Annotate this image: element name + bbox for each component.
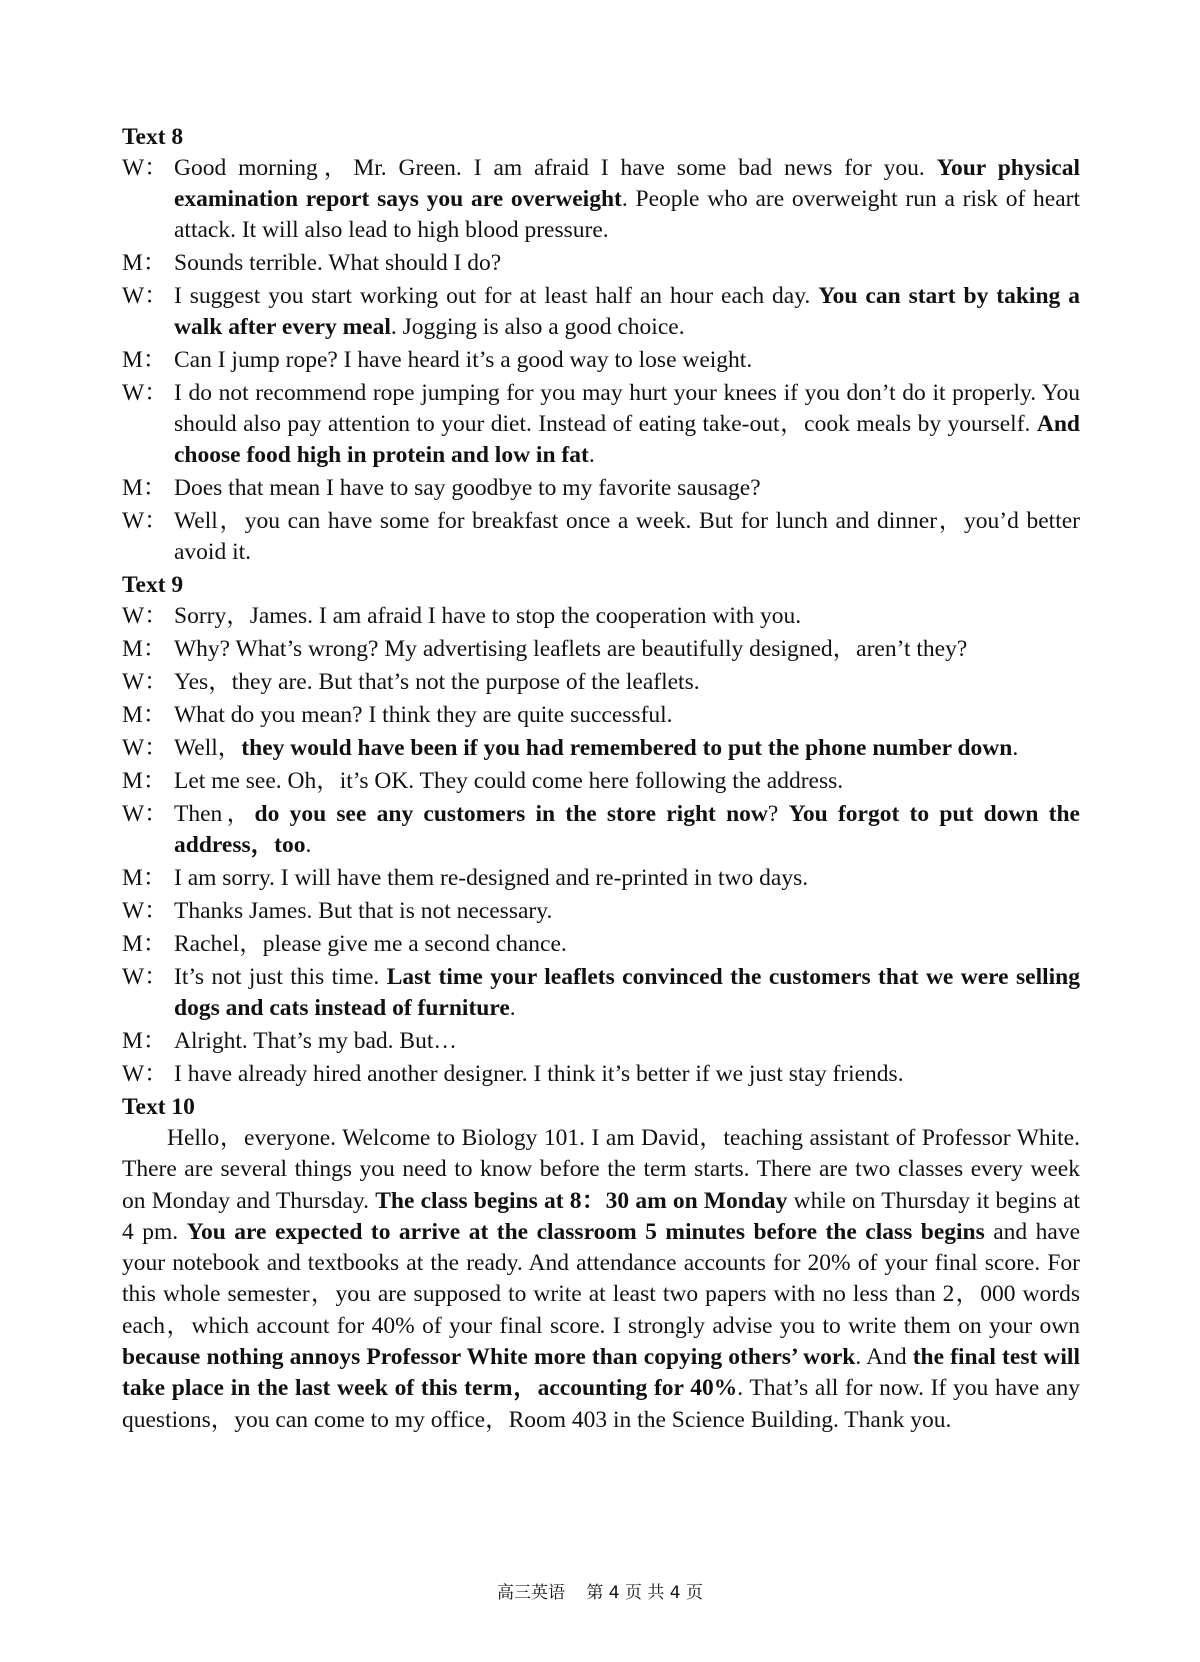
text-segment: I do not recommend rope jumping for you may hurt your knees if you don’t do it properly. You should also pay attention to your diet. Instead of eating take-out，cook meals by yourself.	[174, 380, 1080, 437]
bold-text-segment: the final test will take place in the last week of this term，accounting for 40%	[122, 1344, 1080, 1402]
dialogue-line	[122, 929, 1080, 960]
speaker-label: W：	[122, 380, 168, 406]
text-segment: . People who are overweight run a risk of heart attack. It will also lead to high blood pressure.	[174, 186, 1080, 243]
dialogue-line	[122, 1026, 1080, 1057]
text-segment: I am sorry. I will have them re-designed and re-printed in two days.	[174, 865, 809, 891]
speaker-label: M：	[122, 1028, 167, 1054]
bold-text-segment: they would have been if you had remembered to put the phone number down	[241, 735, 1013, 761]
dialogue-line	[122, 506, 1080, 568]
text9-section	[122, 570, 1080, 1090]
text8-heading: Text 8	[122, 124, 184, 150]
text-segment: Well，you can have some for breakfast once a week. But for lunch and dinner，you’d better avoid it.	[174, 508, 1080, 565]
text8-dialogue	[122, 153, 1080, 568]
text-segment: .	[588, 442, 595, 468]
footer-subject: 高三英语	[496, 1583, 565, 1603]
text-segment: I have already hired another designer. I think it’s better if we just stay friends.	[174, 1061, 904, 1087]
text10-heading: Text 10	[122, 1094, 195, 1120]
bold-text-segment: You can start by taking a walk after every meal	[174, 283, 1080, 340]
speaker-label: M：	[122, 931, 167, 957]
speaker-label: M：	[122, 475, 167, 501]
bold-text-segment: Your physical examination report says you are overweight	[174, 155, 1080, 212]
text-segment: I suggest you start working out for at least half an hour each day.	[174, 283, 819, 309]
text-segment: Thanks James. But that is not necessary.	[174, 898, 553, 924]
text-segment: . That’s all for now. If you have any questions，you can come to my office，Room 403 in the Science Building. Thank you.	[122, 1375, 1080, 1433]
text-segment: .	[1012, 735, 1019, 761]
bold-text-segment: And choose food high in protein and low in fat	[174, 411, 1080, 468]
speaker-label: W：	[122, 735, 168, 761]
speaker-label: W：	[122, 964, 168, 990]
speaker-label: M：	[122, 768, 167, 794]
speaker-label: W：	[122, 1061, 168, 1087]
text-segment: What do you mean? I think they are quite successful.	[174, 702, 673, 728]
text-segment: Then，	[174, 801, 255, 827]
text8-section	[122, 122, 1080, 568]
text10-section	[122, 1092, 1080, 1436]
bold-text-segment: Last time your leaflets convinced the customers that we were selling dogs and cats instead of furniture	[174, 964, 1080, 1021]
dialogue-line	[122, 863, 1080, 894]
dialogue-line	[122, 962, 1080, 1024]
dialogue-line	[122, 896, 1080, 927]
speaker-label: W：	[122, 801, 168, 827]
text-segment: Sounds terrible. What should I do?	[174, 250, 502, 276]
dialogue-line	[122, 153, 1080, 246]
speaker-label: W：	[122, 898, 168, 924]
speaker-label: M：	[122, 702, 167, 728]
text-segment: . And	[855, 1344, 913, 1371]
dialogue-line	[122, 378, 1080, 471]
bold-text-segment: The class begins at 8：30 am on Monday	[375, 1187, 788, 1214]
text-segment: .	[305, 832, 312, 858]
text-segment: It’s not just this time.	[174, 964, 387, 990]
text-segment: Alright. That’s my bad. But…	[174, 1028, 457, 1054]
dialogue-line	[122, 634, 1080, 665]
dialogue-line	[122, 601, 1080, 632]
dialogue-line	[122, 345, 1080, 376]
text-segment: Can I jump rope? I have heard it’s a good way to lose weight.	[174, 347, 753, 373]
page-footer	[0, 1578, 1200, 1603]
speaker-label: W：	[122, 508, 168, 534]
text-segment: while on Thursday it begins at 4 pm.	[122, 1187, 1080, 1245]
dialogue-line	[122, 700, 1080, 731]
speaker-label: W：	[122, 669, 168, 695]
speaker-label: M：	[122, 636, 167, 662]
text-segment: Good morning，Mr. Green. I am afraid I have some bad news for you.	[174, 155, 937, 181]
document-page	[122, 122, 1080, 1436]
text-segment: Hello，everyone. Welcome to Biology 101. I am David，teaching assistant of Professor White. There are several things you need to know before the term starts. There are two classes every week on Monday and Thursday.	[122, 1125, 1080, 1214]
speaker-label: M：	[122, 865, 167, 891]
text-segment: Why? What’s wrong? My advertising leaflets are beautifully designed，aren’t they?	[174, 636, 968, 662]
dialogue-line	[122, 248, 1080, 279]
text-segment: ?	[767, 801, 789, 827]
dialogue-line	[122, 473, 1080, 504]
text-segment: Sorry，James. I am afraid I have to stop the cooperation with you.	[174, 603, 802, 629]
dialogue-line	[122, 766, 1080, 797]
dialogue-line	[122, 281, 1080, 343]
footer-page-number: 第 4 页 共 4 页	[586, 1583, 704, 1603]
text-segment: .	[509, 995, 516, 1021]
dialogue-line	[122, 1059, 1080, 1090]
text-segment: . Jogging is also a good choice.	[390, 314, 685, 340]
text-segment: Let me see. Oh，it’s OK. They could come here following the address.	[174, 768, 844, 794]
speaker-label: W：	[122, 603, 168, 629]
bold-text-segment: do you see any customers in the store right now	[254, 801, 768, 827]
text-segment: Well，	[174, 735, 242, 761]
text-segment: and have your notebook and textbooks at the ready. And attendance accounts for 20% of your final score. For this whole semester，you are supposed to write at least two papers with no less than 2，000 words each，which account for 40% of your final score. I strongly advise you to write them on your own	[122, 1218, 1081, 1339]
text-segment: Rachel，please give me a second chance.	[174, 931, 567, 957]
dialogue-line	[122, 667, 1080, 698]
text10-monologue	[122, 1123, 1080, 1436]
text9-heading: Text 9	[122, 572, 184, 598]
speaker-label: W：	[122, 155, 168, 181]
text-segment: Does that mean I have to say goodbye to my favorite sausage?	[174, 475, 761, 501]
dialogue-line	[122, 799, 1080, 861]
bold-text-segment: because nothing annoys Professor White more than copying others’ work	[122, 1344, 856, 1371]
bold-text-segment: You are expected to arrive at the classroom 5 minutes before the class begins	[186, 1218, 985, 1245]
bold-text-segment: You forgot to put down the address，too	[174, 801, 1080, 858]
text-segment: Yes，they are. But that’s not the purpose of the leaflets.	[174, 669, 700, 695]
dialogue-line	[122, 733, 1080, 764]
text9-dialogue	[122, 601, 1080, 1090]
speaker-label: M：	[122, 347, 167, 373]
speaker-label: M：	[122, 250, 167, 276]
speaker-label: W：	[122, 283, 168, 309]
